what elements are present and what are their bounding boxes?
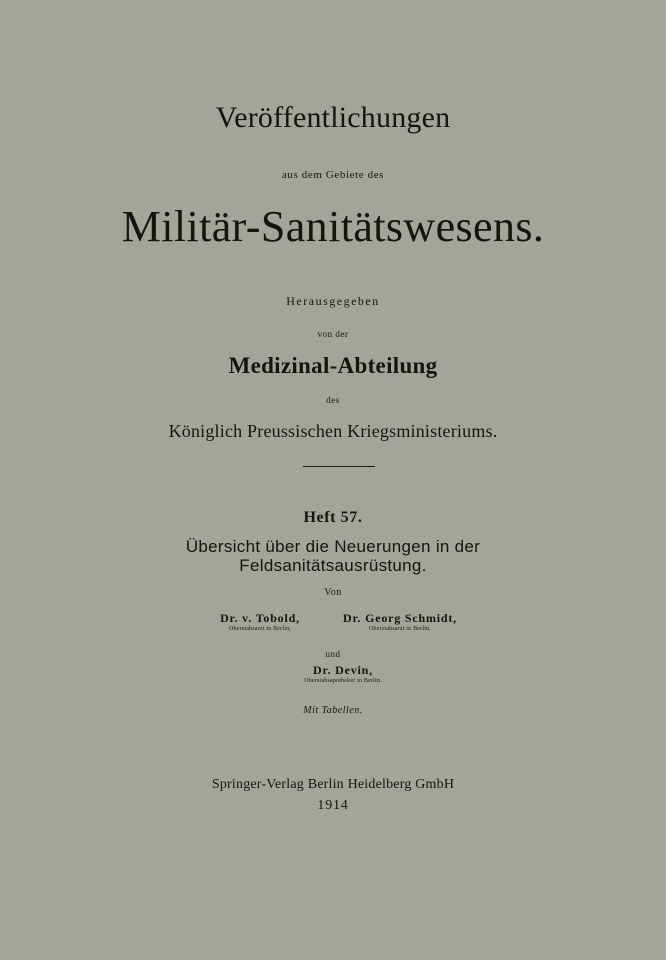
divider-rule	[303, 466, 375, 467]
tables-note: Mit Tabellen.	[303, 705, 363, 716]
author-name: Dr. v. Tobold,	[220, 611, 300, 625]
publication-year: 1914	[317, 798, 349, 813]
editor-des: des	[326, 395, 340, 405]
editor-organization: Medizinal-Abteilung	[228, 353, 438, 378]
author-name: Dr. Georg Schmidt,	[343, 611, 457, 625]
author-tobold	[190, 612, 330, 632]
author-role: Oberstabsarzt in Berlin,	[229, 626, 291, 632]
issue-title-line-1: Übersicht über die Neuerungen in der	[185, 537, 481, 556]
editor-von: von der	[317, 329, 349, 339]
editor-label: Herausgegeben	[286, 294, 380, 308]
issue-title-line-2: Feldsanitätsausrüstung.	[239, 556, 427, 575]
issue-number: Heft 57.	[303, 509, 363, 526]
and-connector: und	[325, 649, 341, 659]
series-subtitle: aus dem Gebiete des	[281, 169, 385, 181]
author-devin	[268, 664, 418, 684]
series-main-title: Militär-Sanitätswesens.	[121, 202, 545, 251]
author-name: Dr. Devin,	[313, 663, 373, 677]
series-title: Veröffentlichungen	[215, 101, 451, 134]
publisher: Springer-Verlag Berlin Heidelberg GmbH	[211, 777, 455, 792]
issue-by: Von	[324, 587, 342, 598]
author-role: Oberstabsapotheker in Berlin.	[304, 678, 382, 684]
author-schmidt	[320, 612, 480, 632]
author-role: Oberstabsarzt in Berlin,	[369, 626, 431, 632]
editor-ministry: Königlich Preussischen Kriegsministeriums.	[168, 421, 498, 441]
